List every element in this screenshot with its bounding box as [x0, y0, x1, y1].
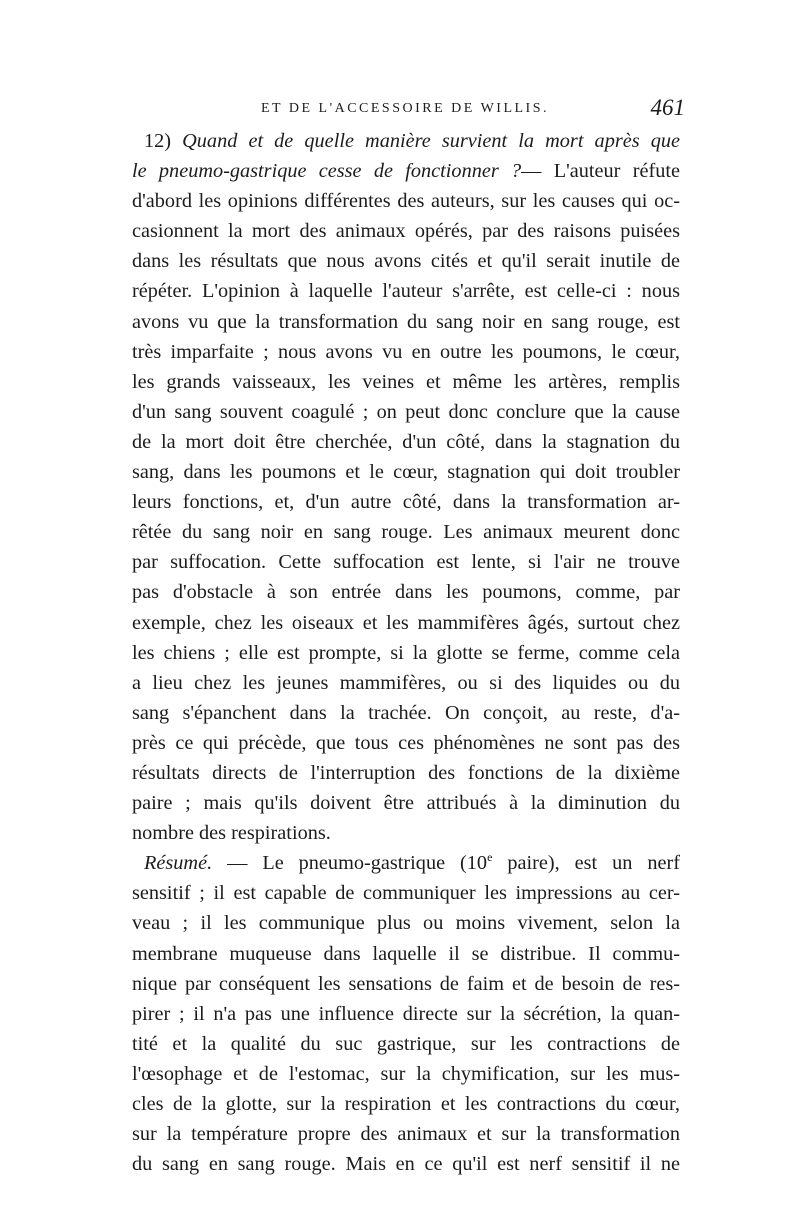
resume-heading: Résumé. — [144, 852, 213, 875]
text-line: le pneumo-gastrique cesse de fonctionner ?— L'auteur réfute — [132, 160, 680, 183]
text-line: dans les résultats que nous avons cités et qu'il serait inutile de — [132, 250, 680, 273]
text-line: 12) Quand et de quelle manière survient la mort après que — [144, 130, 680, 152]
text-line: exemple, chez les oiseaux et les mammifères âgés, surtout chez — [132, 611, 680, 634]
text-line: rêtée du sang noir en sang rouge. Les animaux meurent donc — [132, 521, 680, 544]
text-line: nombre des respirations. — [132, 822, 331, 845]
text-line: casionnent la mort des animaux opérés, par des raisons puisées — [132, 220, 680, 243]
text-line: cles de la glotte, sur la respiration et les contractions du cœur, — [132, 1093, 680, 1115]
text-line: répéter. L'opinion à laquelle l'auteur s'arrête, est celle-ci : nous — [132, 280, 680, 303]
text-line: sensitif ; il est capable de communiquer les impressions au cer- — [132, 882, 680, 905]
text-line: tité et la qualité du suc gastrique, sur les contractions de — [132, 1032, 680, 1055]
text-line: sang s'épanchent dans la trachée. On conçoit, au reste, d'a- — [132, 701, 680, 724]
text-line: paire ; mais qu'ils doivent être attribués à la diminution du — [132, 792, 680, 815]
paragraph-resume — [132, 848, 680, 1179]
text-line: très imparfaite ; nous avons vu en outre les poumons, le cœur, — [132, 340, 680, 363]
running-head — [125, 95, 685, 125]
text-line: d'un sang souvent coagulé ; on peut donc conclure que la cause — [132, 400, 680, 423]
page-number: 461 — [650, 95, 685, 120]
text-line: sur la température propre des animaux et sur la transformation — [132, 1123, 680, 1146]
text-line: sang, dans les poumons et le cœur, stagnation qui doit troubler — [132, 461, 680, 484]
running-title: ET DE L'ACCESSOIRE DE WILLIS. — [261, 101, 549, 116]
text-line: résultats directs de l'interruption des fonctions de la dixième — [132, 761, 680, 784]
text-line: près ce qui précède, que tous ces phénomènes ne sont pas des — [132, 731, 680, 754]
body-text — [132, 126, 680, 1179]
text-line: par suffocation. Cette suffocation est lente, si l'air ne trouve — [132, 551, 680, 574]
text-line: pirer ; il n'a pas une influence directe sur la sécrétion, la quan- — [132, 1002, 680, 1025]
text-line: l'œsophage et de l'estomac, sur la chymification, sur les mus- — [132, 1062, 680, 1085]
text-line: les chiens ; elle est prompte, si la glotte se ferme, comme cela — [132, 641, 680, 664]
question-heading-cont: le pneumo-gastrique cesse de fonctionner ? — [132, 160, 522, 183]
text-line: les grands vaisseaux, les veines et même les artères, remplis — [132, 370, 680, 393]
text-line: Résumé. — Le pneumo-gastrique (10e paire), est un nerf — [144, 850, 680, 875]
text-line: nique par conséquent les sensations de faim et de besoin de res- — [132, 972, 680, 995]
text-line: du sang en sang rouge. Mais en ce qu'il est nerf sensitif il ne — [132, 1153, 680, 1176]
question-heading: Quand et de quelle manière survient la mort après que — [182, 130, 680, 152]
text-line: leurs fonctions, et, d'un autre côté, dans la transformation ar- — [132, 491, 680, 514]
text-line: a lieu chez les jeunes mammifères, ou si des liquides ou du — [132, 671, 680, 694]
text-line: pas d'obstacle à son entrée dans les poumons, comme, par — [132, 581, 680, 604]
text-line: de la mort doit être cherchée, d'un côté, dans la stagnation du — [132, 430, 680, 453]
text-line: avons vu que la transformation du sang noir en sang rouge, est — [132, 310, 680, 333]
text-line: membrane muqueuse dans laquelle il se distribue. Il commu- — [132, 942, 680, 965]
paragraph-12 — [132, 126, 680, 848]
text-line: veau ; il les communique plus ou moins vivement, selon la — [132, 912, 680, 935]
text-line: d'abord les opinions différentes des auteurs, sur les causes qui oc- — [132, 190, 680, 213]
